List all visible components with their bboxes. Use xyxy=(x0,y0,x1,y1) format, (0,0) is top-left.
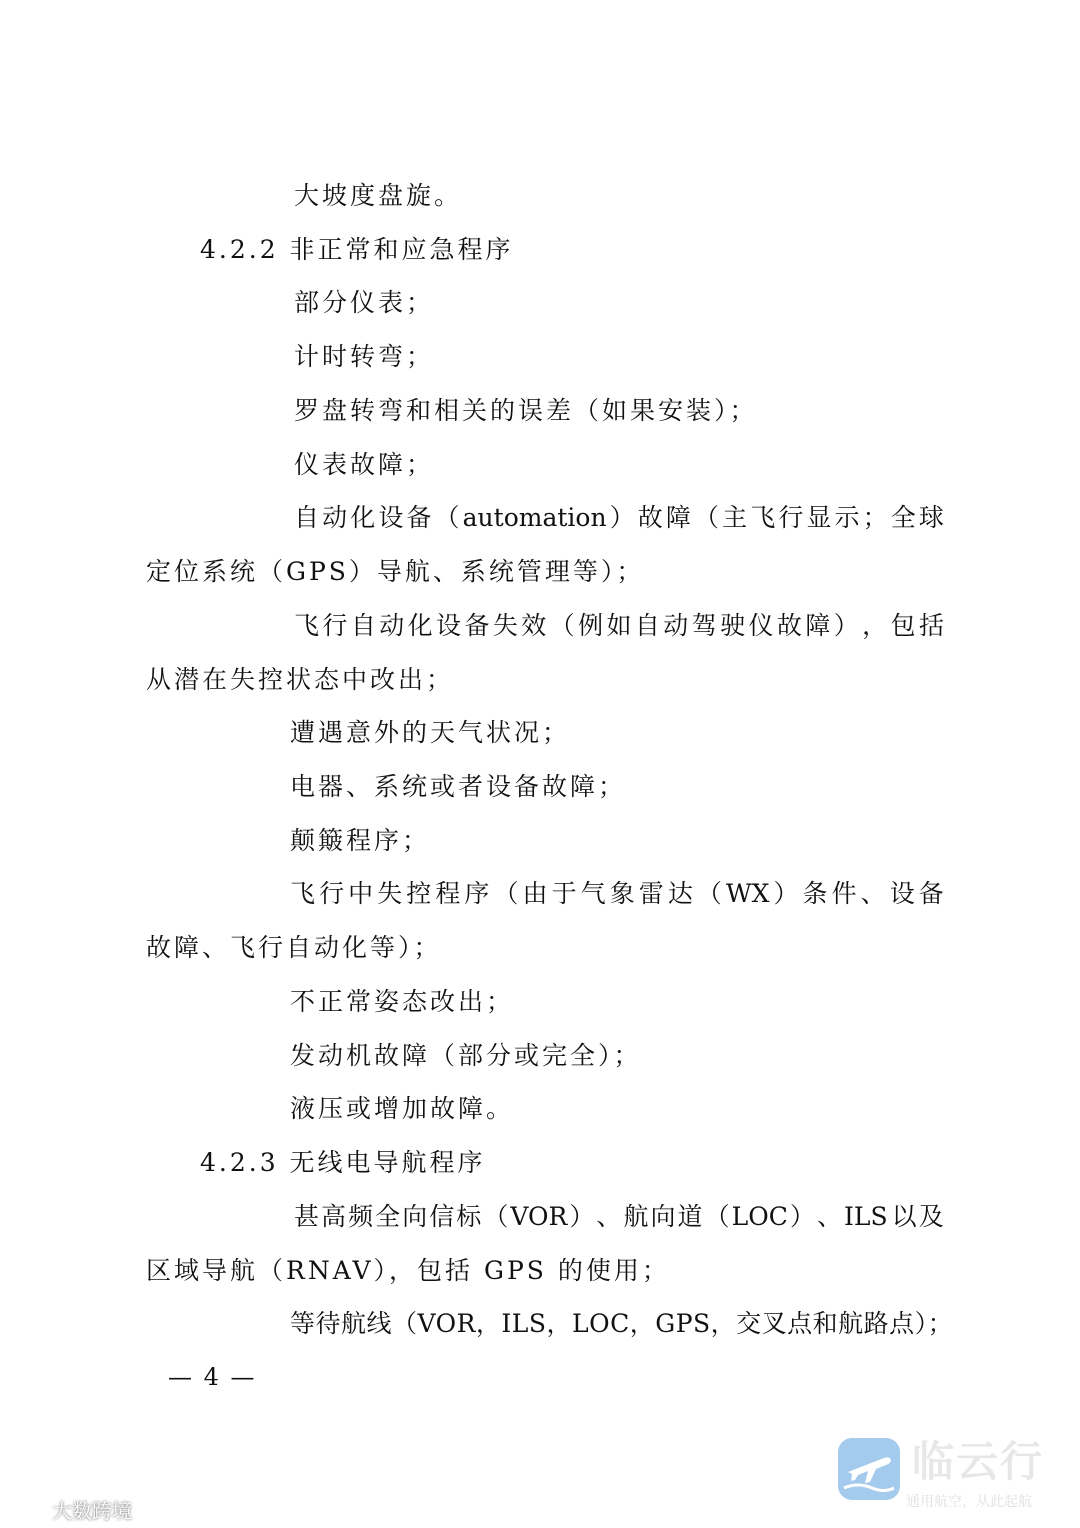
airplane-logo-icon xyxy=(838,1438,900,1500)
text-token: automation xyxy=(462,503,607,532)
text-token: 条 xyxy=(802,879,828,908)
text-token: 化 xyxy=(407,611,433,640)
weibo-icon xyxy=(8,1498,46,1520)
text-token: 括 xyxy=(918,611,944,640)
watermark-slogan: 通用航空，从此起航 xyxy=(906,1494,1032,1510)
page-number: — 4 — xyxy=(168,1363,257,1391)
text-token: 程 xyxy=(435,879,461,908)
watermark-left-text: 大数跨境 xyxy=(52,1498,132,1523)
text-line: 大坡度盘旋。 xyxy=(294,181,463,210)
text-token: 件 xyxy=(831,879,857,908)
text-token: 飞 xyxy=(750,503,776,532)
text-token: ） xyxy=(833,611,859,640)
text-token: 信 xyxy=(429,1202,455,1231)
text-token: 障 xyxy=(665,503,691,532)
text-token: 、 xyxy=(860,879,886,908)
text-token: 失 xyxy=(377,879,403,908)
text-token: 自 xyxy=(294,503,320,532)
text-line: 颠簸程序； xyxy=(290,826,431,855)
text-token: 备 xyxy=(918,879,944,908)
text-token: 频 xyxy=(348,1202,374,1231)
text-token: 中 xyxy=(348,879,374,908)
text-line: 从潜在失控状态中改出； xyxy=(146,665,455,694)
text-token: 主 xyxy=(722,503,748,532)
text-token: ） xyxy=(773,879,799,908)
text-line: 不正常姿态改出； xyxy=(290,987,515,1016)
watermark-right xyxy=(836,1434,1062,1518)
section-heading-4-2-3: 4.2.3 无线电导航程序 xyxy=(200,1148,486,1177)
text-token: 备 xyxy=(464,611,490,640)
text-token: 控 xyxy=(406,879,432,908)
text-token: 自 xyxy=(350,611,376,640)
text-token: （ xyxy=(493,879,519,908)
text-token: ILS xyxy=(843,1202,888,1231)
text-token: 行 xyxy=(319,879,345,908)
text-token: 标 xyxy=(456,1202,482,1231)
text-token: 象 xyxy=(609,879,635,908)
text-token: （ xyxy=(483,1202,509,1231)
text-token: 包 xyxy=(890,611,916,640)
text-line: 等待航线（VOR，ILS，LOC，GPS，交叉点和航路点）； xyxy=(290,1309,954,1338)
text-token: 效 xyxy=(521,611,547,640)
text-token: ） xyxy=(789,1202,815,1231)
text-token: 仪 xyxy=(748,611,774,640)
text-line: 部分仪表； xyxy=(294,288,435,317)
text-token: 故 xyxy=(637,503,663,532)
text-line xyxy=(290,878,944,910)
text-token: ） xyxy=(609,503,635,532)
text-line: 定位系统（GPS）导航、系统管理等）； xyxy=(146,557,645,586)
text-token: 及 xyxy=(918,1202,944,1231)
text-token: 高 xyxy=(321,1202,347,1231)
text-line xyxy=(294,502,944,534)
text-token: 以 xyxy=(891,1202,917,1231)
text-token: 序 xyxy=(464,879,490,908)
text-token: WX xyxy=(725,879,770,908)
text-line: 发动机故障（部分或完全）； xyxy=(290,1041,642,1070)
text-token: 全 xyxy=(375,1202,401,1231)
text-token: ， xyxy=(862,611,888,640)
text-token: 向 xyxy=(650,1202,676,1231)
section-heading-4-2-2: 4.2.2 非正常和应急程序 xyxy=(200,235,514,264)
text-line: 区域导航（RNAV），包括 GPS 的使用； xyxy=(146,1256,670,1285)
text-token: ； xyxy=(862,503,888,532)
watermark-brand: 临云行 xyxy=(912,1437,1045,1486)
text-token: （ xyxy=(434,503,460,532)
text-line: 罗盘转弯和相关的误差（如果安装）； xyxy=(294,396,758,425)
text-token: 球 xyxy=(918,503,944,532)
text-token: 驾 xyxy=(691,611,717,640)
text-token: （ xyxy=(549,611,575,640)
text-token: 飞 xyxy=(294,611,320,640)
watermark-left xyxy=(8,1494,132,1524)
text-token: VOR xyxy=(510,1202,568,1231)
text-token: 故 xyxy=(776,611,802,640)
text-line xyxy=(294,1201,944,1233)
text-line: 遭遇意外的天气状况； xyxy=(290,718,571,747)
text-token: 于 xyxy=(551,879,577,908)
text-line xyxy=(294,610,944,642)
text-token: 自 xyxy=(634,611,660,640)
text-token: 显 xyxy=(806,503,832,532)
text-token: 由 xyxy=(522,879,548,908)
text-token: 设 xyxy=(436,611,462,640)
text-token: 飞 xyxy=(290,879,316,908)
text-token: 向 xyxy=(402,1202,428,1231)
text-token: 达 xyxy=(667,879,693,908)
text-token: 例 xyxy=(578,611,604,640)
text-line: 液压或增加故障。 xyxy=(290,1094,515,1123)
text-line: 仪表故障； xyxy=(294,450,435,479)
text-token: 设 xyxy=(378,503,404,532)
text-line: 电器、系统或者设备故障； xyxy=(290,772,627,801)
text-token: 设 xyxy=(889,879,915,908)
text-token: （ xyxy=(696,879,722,908)
text-token: 甚 xyxy=(294,1202,320,1231)
text-token: 航 xyxy=(623,1202,649,1231)
text-token: 化 xyxy=(350,503,376,532)
text-token: 如 xyxy=(606,611,632,640)
text-token: 动 xyxy=(322,503,348,532)
text-token: 行 xyxy=(778,503,804,532)
text-token: 、 xyxy=(596,1202,622,1231)
text-line: 故障、飞行自动化等）； xyxy=(146,933,442,962)
text-token: 道 xyxy=(677,1202,703,1231)
text-token: 气 xyxy=(580,879,606,908)
text-token: 全 xyxy=(890,503,916,532)
text-token: 雷 xyxy=(638,879,664,908)
text-token: 动 xyxy=(379,611,405,640)
text-token: （ xyxy=(704,1202,730,1231)
text-token: LOC xyxy=(731,1202,788,1231)
text-token: 动 xyxy=(663,611,689,640)
text-token: 失 xyxy=(492,611,518,640)
text-token: 障 xyxy=(805,611,831,640)
text-token: （ xyxy=(694,503,720,532)
text-line: 计时转弯； xyxy=(294,342,435,371)
airplane-icon xyxy=(838,1438,900,1500)
text-token: 、 xyxy=(816,1202,842,1231)
text-token: 行 xyxy=(322,611,348,640)
text-token: 驶 xyxy=(720,611,746,640)
text-token: ） xyxy=(569,1202,595,1231)
text-token: 示 xyxy=(834,503,860,532)
text-token: 备 xyxy=(406,503,432,532)
